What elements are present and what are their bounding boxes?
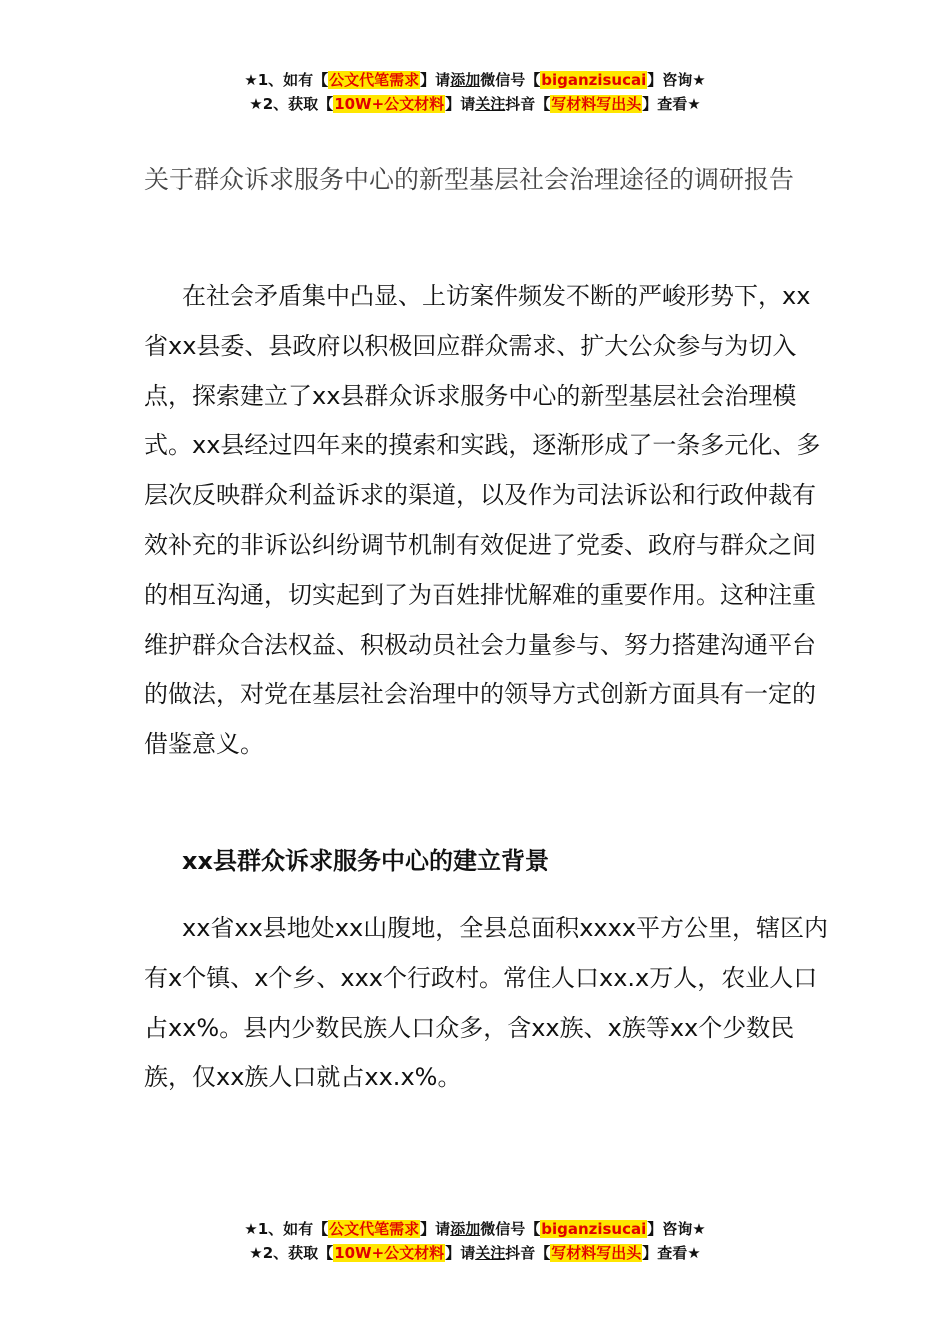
promo-text: 微信号【 <box>480 1220 541 1238</box>
promo-line-1 <box>0 68 950 92</box>
promo-highlight: 10W+公文材料 <box>334 1244 445 1262</box>
promo-line-2 <box>0 1241 950 1265</box>
promo-text: 】咨询★ <box>647 71 706 89</box>
promo-text: 】查看★ <box>642 1244 701 1262</box>
promo-text: ★1、如有【 <box>244 71 329 89</box>
promo-underlined-text: 关注 <box>475 95 506 113</box>
promo-highlight-wechat-id: biganzisucai <box>541 1220 647 1238</box>
promo-highlight-wechat-id: biganzisucai <box>541 71 647 89</box>
promo-text: 】请 <box>445 1244 476 1262</box>
promo-text: 】请 <box>445 95 476 113</box>
promo-highlight: 公文代笔需求 <box>329 1220 420 1238</box>
promo-text: 抖音【 <box>505 95 551 113</box>
body-paragraph-1 <box>144 272 834 770</box>
promo-highlight: 公文代笔需求 <box>329 71 420 89</box>
promo-line-2 <box>0 92 950 116</box>
promo-highlight: 10W+公文材料 <box>334 95 445 113</box>
promo-text: 抖音【 <box>505 1244 551 1262</box>
top-promo-banner <box>0 68 950 116</box>
promo-text: ★2、获取【 <box>249 1244 334 1262</box>
body-paragraph-2 <box>144 904 834 1103</box>
promo-underlined-text: 添加 <box>450 1220 481 1238</box>
promo-text: ★2、获取【 <box>249 95 334 113</box>
promo-text: 】查看★ <box>642 95 701 113</box>
promo-text: 】请 <box>420 1220 451 1238</box>
bottom-promo-banner <box>0 1217 950 1265</box>
section-heading: xx县群众诉求服务中心的建立背景 <box>182 847 549 875</box>
promo-highlight-douyin-id: 写材料写出头 <box>551 1244 642 1262</box>
promo-underlined-text: 关注 <box>475 1244 506 1262</box>
promo-text: 】咨询★ <box>647 1220 706 1238</box>
document-title: 关于群众诉求服务中心的新型基层社会治理途径的调研报告 <box>144 165 795 194</box>
promo-underlined-text: 添加 <box>450 71 481 89</box>
promo-highlight-douyin-id: 写材料写出头 <box>551 95 642 113</box>
promo-text: 】请 <box>420 71 451 89</box>
paragraph-text: xx省xx县地处xx山腹地，全县总面积xxxx平方公里，辖区内有x个镇、x个乡、xxx个行政村。常住人口xx.x万人，农业人口占xx%。县内少数民族人口众多，含xx族、x族等xx个少数民族，仅xx族人口就占xx.x%。 <box>144 914 829 1092</box>
promo-text: ★1、如有【 <box>244 1220 329 1238</box>
paragraph-text: 在社会矛盾集中凸显、上访案件频发不断的严峻形势下，xx省xx县委、县政府以积极回应群众需求、扩大公众参与为切入点，探索建立了xx县群众诉求服务中心的新型基层社会治理模式。xx县经过四年来的摸索和实践，逐渐形成了一条多元化、多层次反映群众利益诉求的渠道，以及作为司法诉讼和行政仲裁有效补充的非诉讼纠纷调节机制有效促进了党委、政府与群众之间的相互沟通，切实起到了为百姓排忧解难的重要作用。这种注重维护群众合法权益、积极动员社会力量参与、努力搭建沟通平台的做法，对党在基层社会治理中的领导方式创新方面具有一定的借鉴意义。 <box>144 282 821 759</box>
promo-line-1 <box>0 1217 950 1241</box>
promo-text: 微信号【 <box>480 71 541 89</box>
